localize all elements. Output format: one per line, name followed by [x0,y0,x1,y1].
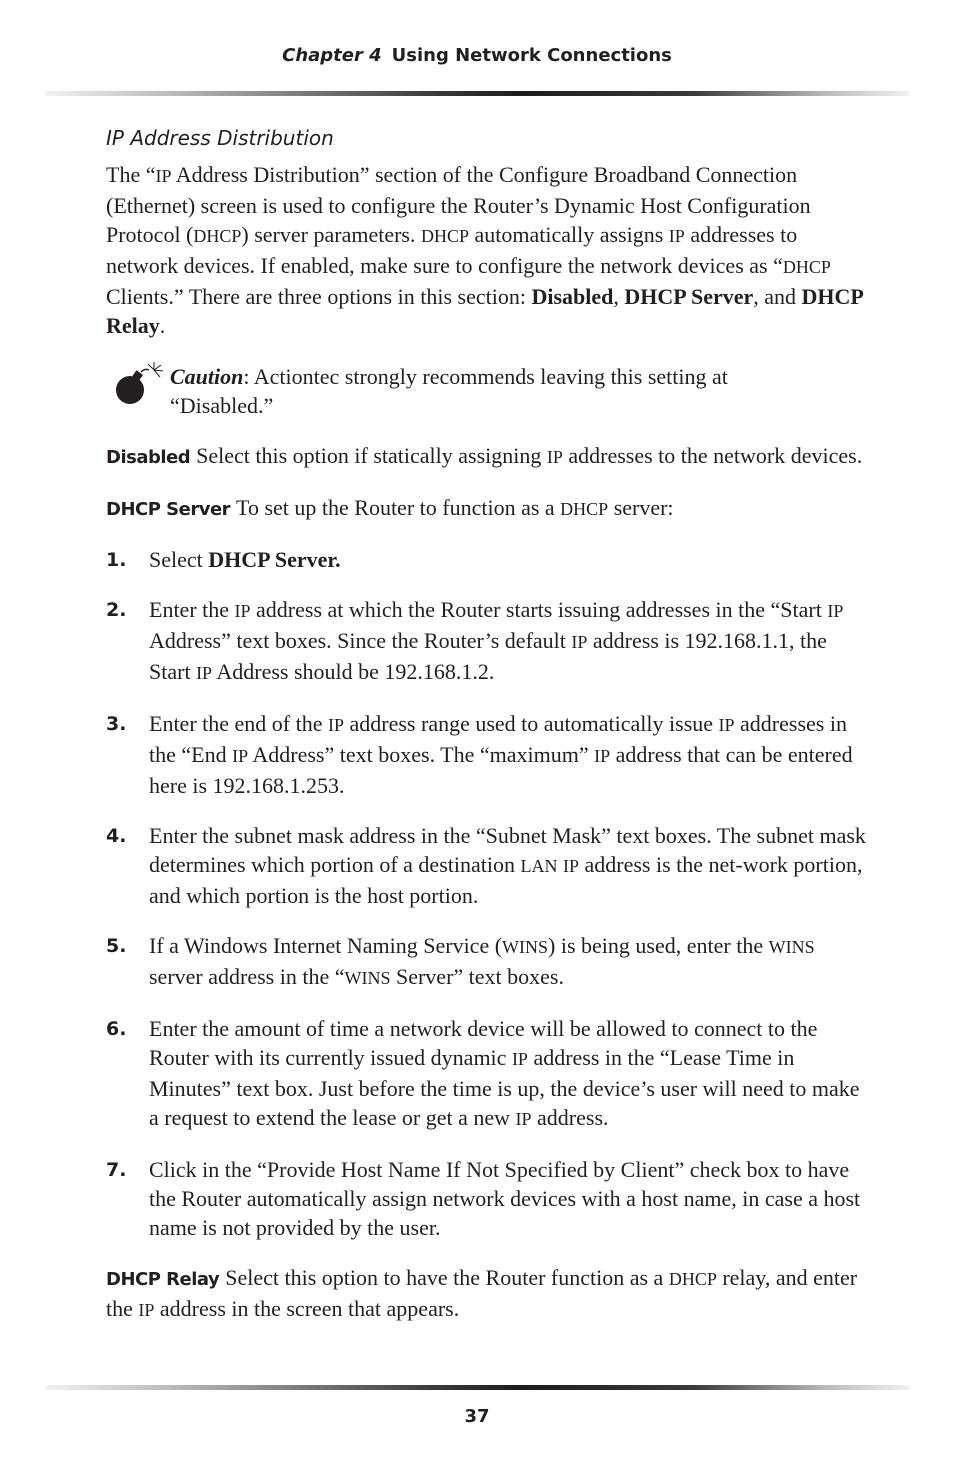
footer-rule [45,1385,910,1390]
list-item: 2. Enter the IP address at which the Router starts issuing addresses in the “Start IP Address” text boxes. Since the Router’s default IP address is 192.168.1.1, the Start IP Address should be 192.168.1.2. [106,597,844,684]
bomb-caution-icon [110,362,172,406]
section-title: IP Address Distribution [106,126,334,150]
list-item: 4. Enter the subnet mask address in the “Subnet Mask” text boxes. The subnet mask determines which portion of a destination LAN IP address is the net-work portion, and which portion is the host portion. [106,823,866,908]
disabled-paragraph: Disabled Select this option if statically assigning IP addresses to the network devices. [106,443,863,468]
header-rule [45,91,910,96]
dhcp-relay-paragraph: DHCP Relay Select this option to have the Router function as a DHCP relay, and enter the IP address in the screen that appears. [106,1265,858,1321]
chapter-title: Using Network Connections [391,45,672,66]
list-item: 6. Enter the amount of time a network device will be allowed to connect to the Router with its currently issued dynamic IP address in the “Lease Time in Minutes” text box. Just before the time is up, the device’s user will need to make a request to extend the lease or get a new IP address. [106,1016,860,1130]
list-item: 5. If a Windows Internet Naming Service (WINS) is being used, enter the WINS server address in the “WINS Server” text boxes. [106,933,815,989]
page-body [106,124,868,1325]
caution-text: Caution: Actiontec strongly recommends leaving this setting at “Disabled.” [170,364,728,418]
chapter-label: Chapter 4 [282,45,382,66]
running-header [0,45,954,66]
list-item: 1. Select DHCP Server. [106,547,341,572]
intro-paragraph: The “IP Address Distribution” section of the Configure Broadband Connection (Ethernet) screen is used to configure the Router’s Dynamic Host Configuration Protocol (DHCP) server parameters. DHCP automatically assigns IP addresses to network devices. If enabled, make sure to configure the network devices as “DHCP Clients.” There are three options in this section: Disabled, DHCP Server, and DHCP Relay. [106,162,863,338]
list-item: 3. Enter the end of the IP address range used to automatically issue IP addresses in the “End IP Address” text boxes. The “maximum” IP address that can be entered here is 192.168.1.253. [106,711,853,798]
caution-note [106,362,810,420]
dhcp-server-paragraph: DHCP Server To set up the Router to function as a DHCP server: [106,495,674,520]
list-item: 7. Click in the “Provide Host Name If Not Specified by Client” check box to have the Router automatically assign network devices with a host name, in case a host name is not provided by the user. [106,1157,861,1240]
dhcp-server-steps [106,545,868,1242]
page-number: 37 [464,1406,490,1427]
